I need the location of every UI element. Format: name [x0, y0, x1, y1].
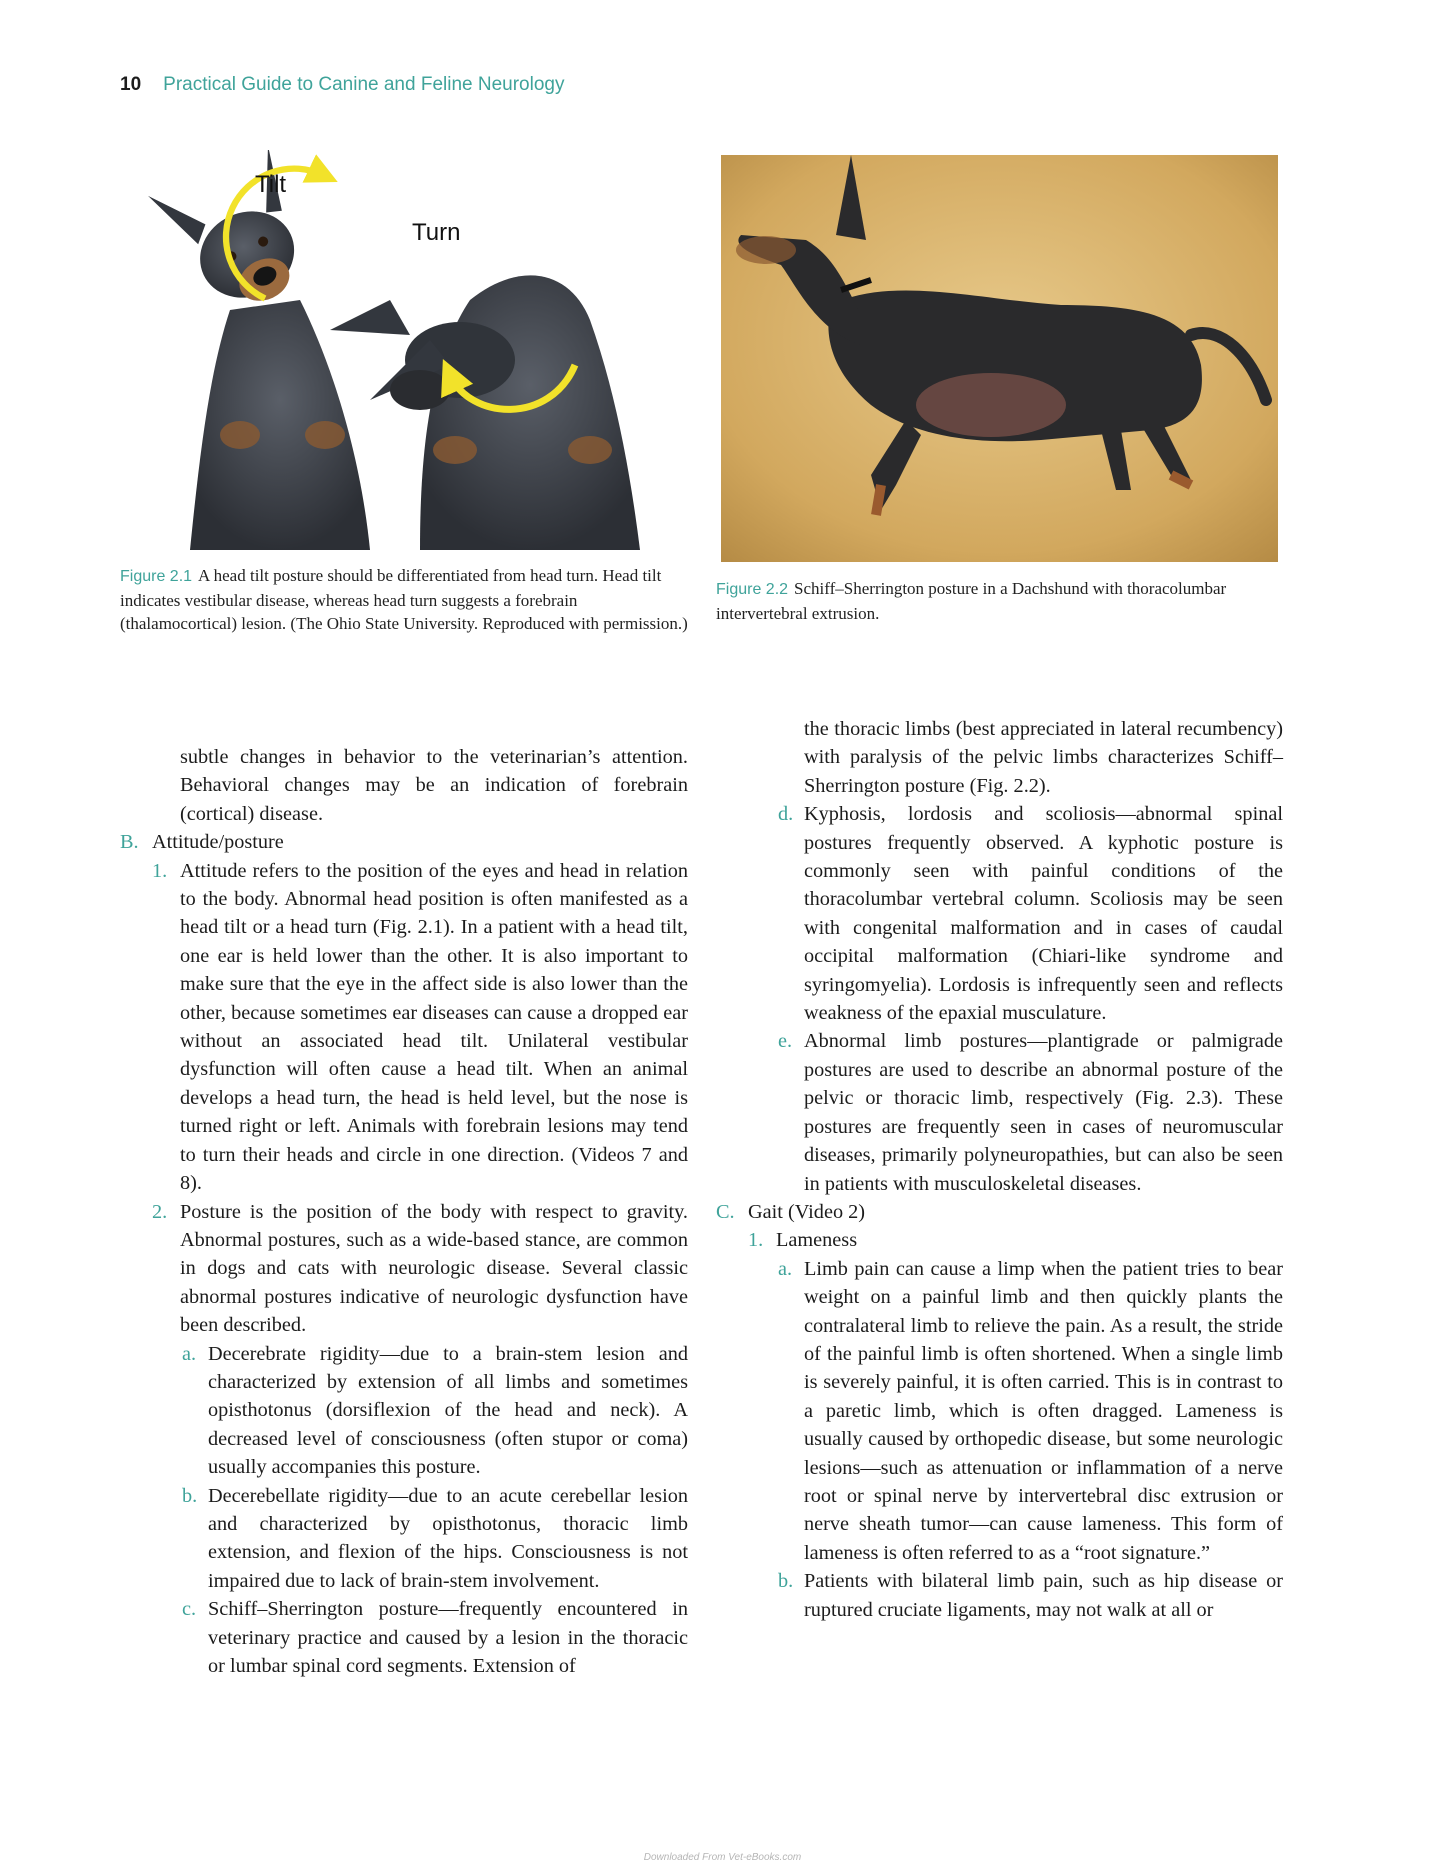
list-item-text: Schiff–Sherrington posture—frequently encountered in veterinary practice and caused by a lesion in the thoracic or lumbar spinal cord segments. Extension of — [208, 1598, 688, 1677]
list-item-B2a — [120, 1340, 688, 1482]
tilt-label: Tilt — [255, 171, 287, 198]
head-tilt-turn-illustration — [120, 150, 690, 550]
continued-paragraph: the thoracic limbs (best appreciated in lateral recumbency) with paralysis of the pelvic limbs characterizes Schiff–Sherrington posture (Fig. 2.2). — [804, 718, 1283, 797]
list-item-text: Gait (Video 2) — [748, 1200, 866, 1223]
list-marker: e. — [778, 1030, 793, 1053]
list-item-B2c — [120, 1595, 688, 1680]
list-item-text: Lameness — [776, 1229, 858, 1252]
figure-2-1-caption — [120, 564, 695, 636]
figure-schiff-sherrington-photo — [721, 155, 1278, 562]
list-marker: 2. — [152, 1200, 168, 1223]
list-item-text: Kyphosis, lordosis and scoliosis—abnormal spinal postures frequently observed. A kyphotic posture is commonly seen with painful conditions of the thoracolumbar vertebral column. Scoliosis may be seen with congenital malformation and in cases of caudal occipital malformation (Chiari-like syndrome and syringomyelia). Lordosis is infrequently seen and reflects weakness of the epaxial musculature. — [804, 803, 1283, 1025]
list-item-C — [716, 1198, 1283, 1226]
running-title: Practical Guide to Canine and Feline Neurology — [163, 74, 565, 95]
list-item-B — [120, 828, 688, 856]
right-text-column — [716, 715, 1283, 1624]
list-item-C1b — [716, 1567, 1283, 1624]
list-marker: b. — [778, 1570, 794, 1593]
download-watermark: Downloaded From Vet-eBooks.com — [643, 1852, 802, 1863]
figure-head-tilt-turn — [120, 150, 690, 550]
turn-label: Turn — [412, 219, 461, 246]
continued-paragraph: subtle changes in behavior to the veterinarian’s attention. Behavioral changes may be an indication of forebrain (cortical) disease. — [180, 746, 688, 825]
list-item-text: Decerebrate rigidity—due to a brain-stem lesion and characterized by extension of all limbs and sometimes opisthotonus (dorsiflexion of the head and neck). A decreased level of consciousness (often stupor or coma) usually accompanies this posture. — [208, 1342, 688, 1479]
list-item-B2e — [716, 1027, 1283, 1197]
list-item-text: Posture is the position of the body with respect to gravity. Abnormal postures, such as a wide-based stance, are common in dogs and cats with neurologic disease. Several classic abnormal postures indicative of neurologic dysfunction have been described. — [180, 1200, 688, 1337]
list-item-B2b — [120, 1482, 688, 1596]
list-marker: b. — [182, 1484, 198, 1507]
figure-2-2-caption — [716, 577, 1291, 625]
page-number: 10 — [120, 74, 142, 95]
left-text-column — [120, 743, 688, 1680]
list-marker: 1. — [748, 1229, 764, 1252]
list-marker: a. — [778, 1257, 793, 1280]
figure-2-2-label: Figure 2.2 — [716, 581, 789, 598]
list-item-text: Limb pain can cause a limp when the patient tries to bear weight on a painful limb and then quickly plants the contralateral limb to relieve the pain. As a result, the stride of the painful limb is often shortened. When a single limb is severely painful, it is often carried. This is in contrast to a paretic limb, which is often dragged. Lameness is usually caused by orthopedic disease, but some neurologic lesions—such as attenuation or inflammation of a nerve root or spinal nerve by intervertebral disc extrusion or nerve sheath tumor—can cause lameness. This form of lameness is often referred to as a “root signature.” — [804, 1257, 1283, 1564]
list-marker: c. — [182, 1598, 197, 1621]
dachshund-photo — [721, 155, 1278, 562]
list-item-C1a — [716, 1255, 1283, 1567]
list-marker: a. — [182, 1342, 197, 1365]
list-item-text: Abnormal limb postures—plantigrade or palmigrade postures are used to describe an abnormal posture of the pelvic or thoracic limb, respectively (Fig. 2.3). These postures are frequently seen in cases of neuromuscular diseases, primarily polyneuropathies, but can also be seen in patients with musculoskeletal diseases. — [804, 1030, 1283, 1195]
list-item-text: Decerebellate rigidity—due to an acute cerebellar lesion and characterized by opisthotonus, thoracic limb extension, and flexion of the hips. Consciousness is not impaired due to lack of brain-stem involvement. — [208, 1484, 688, 1592]
list-item-text: Attitude refers to the position of the eyes and head in relation to the body. Abnormal head position is often manifested as a head tilt or a head turn (Fig. 2.1). In a patient with a head tilt, one ear is held lower than the other. It is also important to make sure that the eye in the affect side is also lower than the other, because sometimes ear diseases can cause a dropped ear without an associated head tilt. Unilateral vestibular dysfunction will often cause a head tilt. When an animal develops a head turn, the head is held level, but the nose is turned right or left. Animals with forebrain lesions may tend to turn their heads and circle in one direction. (Videos 7 and 8). — [180, 859, 688, 1195]
list-item-B2d — [716, 800, 1283, 1027]
list-marker: C. — [716, 1200, 735, 1223]
running-header — [120, 74, 564, 96]
list-item-text: Attitude/posture — [152, 831, 284, 854]
list-marker: d. — [778, 803, 794, 826]
list-item-text: Patients with bilateral limb pain, such as hip disease or ruptured cruciate ligaments, may not walk at all or — [804, 1570, 1283, 1621]
list-marker: 1. — [152, 859, 168, 882]
list-item-B1 — [120, 857, 688, 1198]
figure-2-1-label: Figure 2.1 — [120, 568, 193, 585]
figure-2-2-caption-text: Schiff–Sherrington posture in a Dachshund with thoracolumbar intervertebral extrusion. — [716, 579, 1227, 623]
list-marker: B. — [120, 831, 139, 854]
list-item-C1 — [716, 1226, 1283, 1254]
figure-2-1-caption-text: A head tilt posture should be differentiated from head turn. Head tilt indicates vestibular disease, whereas head turn suggests a forebrain (thalamocortical) lesion. (The Ohio State University. Reproduced with permission.) — [120, 566, 688, 633]
list-item-B2 — [120, 1198, 688, 1340]
